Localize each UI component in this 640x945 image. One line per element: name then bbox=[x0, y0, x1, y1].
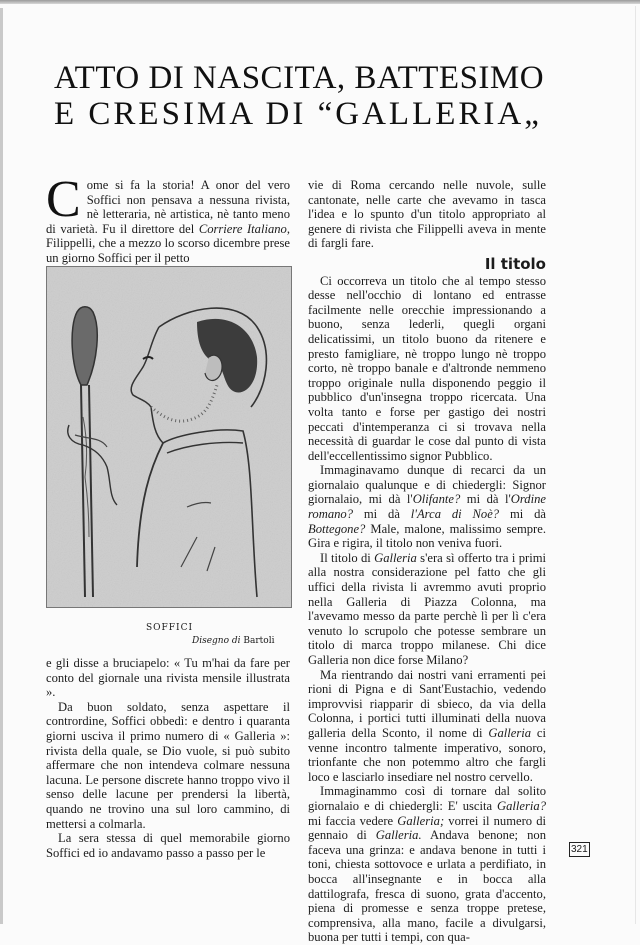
text: mi dà bbox=[499, 507, 546, 522]
text: ci venne incontro talmente imperativo, sonoro, trionfante che non potemmo altro che fargli loco e lasciarlo insediare nel nostro cervello. bbox=[308, 725, 546, 784]
italic-title: Galleria. bbox=[375, 828, 422, 843]
page-left-edge bbox=[0, 8, 3, 924]
left-column-body bbox=[46, 656, 290, 860]
text: Immaginammo così di tornare dal solito giornalaio e di chiedergli: E' uscita bbox=[308, 784, 546, 813]
text: mi faccia vedere bbox=[308, 813, 398, 828]
caption-credit bbox=[192, 636, 274, 646]
paragraph bbox=[308, 668, 546, 785]
text: Male, malone, malissimo sempre. Gira e rigira, il titolo non veniva fuori. bbox=[308, 521, 546, 551]
text: mi dà bbox=[353, 507, 411, 522]
section-subheading: Il titolo bbox=[484, 254, 546, 273]
italic-title: Galleria bbox=[488, 725, 532, 740]
text: Il titolo di bbox=[320, 550, 375, 565]
paragraph: e gli disse a bruciapelo: « Tu m'hai da fare per conto del giornale una rivista mensile illustrata ». bbox=[46, 656, 290, 700]
portrait-sketch-icon bbox=[47, 267, 291, 607]
italic-title: Bottegone? bbox=[308, 521, 366, 536]
paragraph bbox=[308, 551, 546, 668]
page-top-edge bbox=[0, 0, 640, 4]
italic-title: Ordine romano? bbox=[308, 492, 546, 522]
caption-credit-label: Disegno di bbox=[192, 636, 241, 646]
text: Andava benone; non faceva una grinza: e andava benone in tutti i toni, chiesta sottovoce e urlata a perdifiato, in bocca all'insegnante e in bocca alla dattilografa, fresca di suono, grata d'accento, piena di promesse e senza troppe pretese, comprensiva, alla mano, facile a divulgarsi, buona per tutti i tempi, con qua- bbox=[308, 828, 546, 945]
paragraph: vie di Roma cercando nelle nuvole, sulle cantonate, nelle carte che avevamo in tasca l'idea e lo spunto d'un titolo appropriato al genere di rivista che Filippelli aveva in mente di fargli fare. bbox=[308, 178, 546, 251]
title-line-1: ATTO DI NASCITA, BATTESIMO bbox=[54, 60, 545, 96]
intro-italic-newspaper: Corriere Italiano bbox=[198, 221, 287, 236]
article-title bbox=[54, 60, 574, 132]
title-line-2: E CRESIMA DI “GALLERIA„ bbox=[54, 96, 542, 132]
page-number: 321 bbox=[571, 844, 588, 855]
italic-title: Galleria; bbox=[397, 813, 445, 828]
paragraph: La sera stessa di quel memorabile giorno Soffici ed io andavamo passo a passo per le bbox=[46, 831, 290, 860]
caption-subject: SOFFICI bbox=[146, 623, 194, 633]
intro-text-end: , Filippelli, che a mezzo lo scorso dicembre prese un giorno Soffici per il petto bbox=[46, 221, 291, 265]
paragraph: Ci occorreva un titolo che al tempo stesso desse nell'occhio di lontano ed entrasse facilmente nelle orecchie impressionando a buono, senza lederli, quegli organi delicatissimi, un titolo buono da ritenere e presto famigliare, nè troppo lungo nè troppo corto, nè troppo banale e d'altronde nemmeno troppo originale nulla disponendo peggio il pubblico d'un'insegna troppo ricercata. Una volta tanto e forse per gastigo dei nostri peccati d'intemperanza ci si trovava nella necessità di guardar le cose dal punto di vista dell'eccellentissimo signor Pubblico. bbox=[308, 273, 546, 463]
text: mi dà l' bbox=[460, 492, 511, 507]
text: vorrei il numero di gennaio di bbox=[308, 813, 546, 843]
paragraph bbox=[308, 463, 546, 551]
illustration-soffici-portrait bbox=[46, 266, 292, 608]
drop-cap: C bbox=[46, 171, 81, 228]
text: Ma rientrando dai nostri vani erramenti pei rioni di Pigna e di Sant'Eustachio, vedendo improvvisi riapparir di sbieco, da via della Colonna, i portici tutti illuminati della nuova galleria della Sconto, il nome di bbox=[308, 667, 546, 740]
italic-title: Galleria bbox=[374, 550, 417, 565]
italic-title: Galleria? bbox=[497, 798, 546, 813]
right-column bbox=[308, 178, 546, 945]
text: Immaginavamo dunque di recarci da un giornalaio qualunque e di chiedergli: Signor giornalaio, mi dà l' bbox=[308, 463, 546, 507]
intro-paragraph bbox=[46, 171, 291, 266]
caption-artist: Bartoli bbox=[243, 636, 275, 646]
intro-text: ome si fa la storia! A onor del vero Soffici non pensava a nessuna rivista, nè letteraria, nè artistica, nè tanto meno di varietà. Fu il direttore del bbox=[46, 178, 290, 236]
italic-title: l'Arca di Noè? bbox=[410, 507, 500, 522]
text: s'era sì offerto tra i primi alla nostra considerazione pel fatto che gli uffici della rivista li avremmo avuti proprio nella Galleria di Piazza Colonna, ma l'avevamo messo da parte perchè lì per lì c'era venuto lo scrupolo che potesse sembrare un titolo di marca troppo milanese. Chi dice Galleria non dice forse Milano? bbox=[308, 550, 546, 667]
page-right-edge bbox=[635, 6, 636, 924]
paragraph: Da buon soldato, senza aspettare il contrordine, Soffici obbedì: e dentro i quaranta giorni usciva il primo numero di « Galleria »: rivista della quale, se Dio vuole, si può subito affermare che non intendeva colmare nessuna lacuna. Le persone discrete hanno troppo vivo il senso delle lacune per prendersi la libertà, quando ne trovino una sul loro cammino, di mettersi a colmarla. bbox=[46, 699, 290, 831]
italic-title: Olifante? bbox=[412, 492, 461, 507]
paragraph bbox=[308, 784, 546, 945]
left-column-intro bbox=[46, 171, 291, 266]
